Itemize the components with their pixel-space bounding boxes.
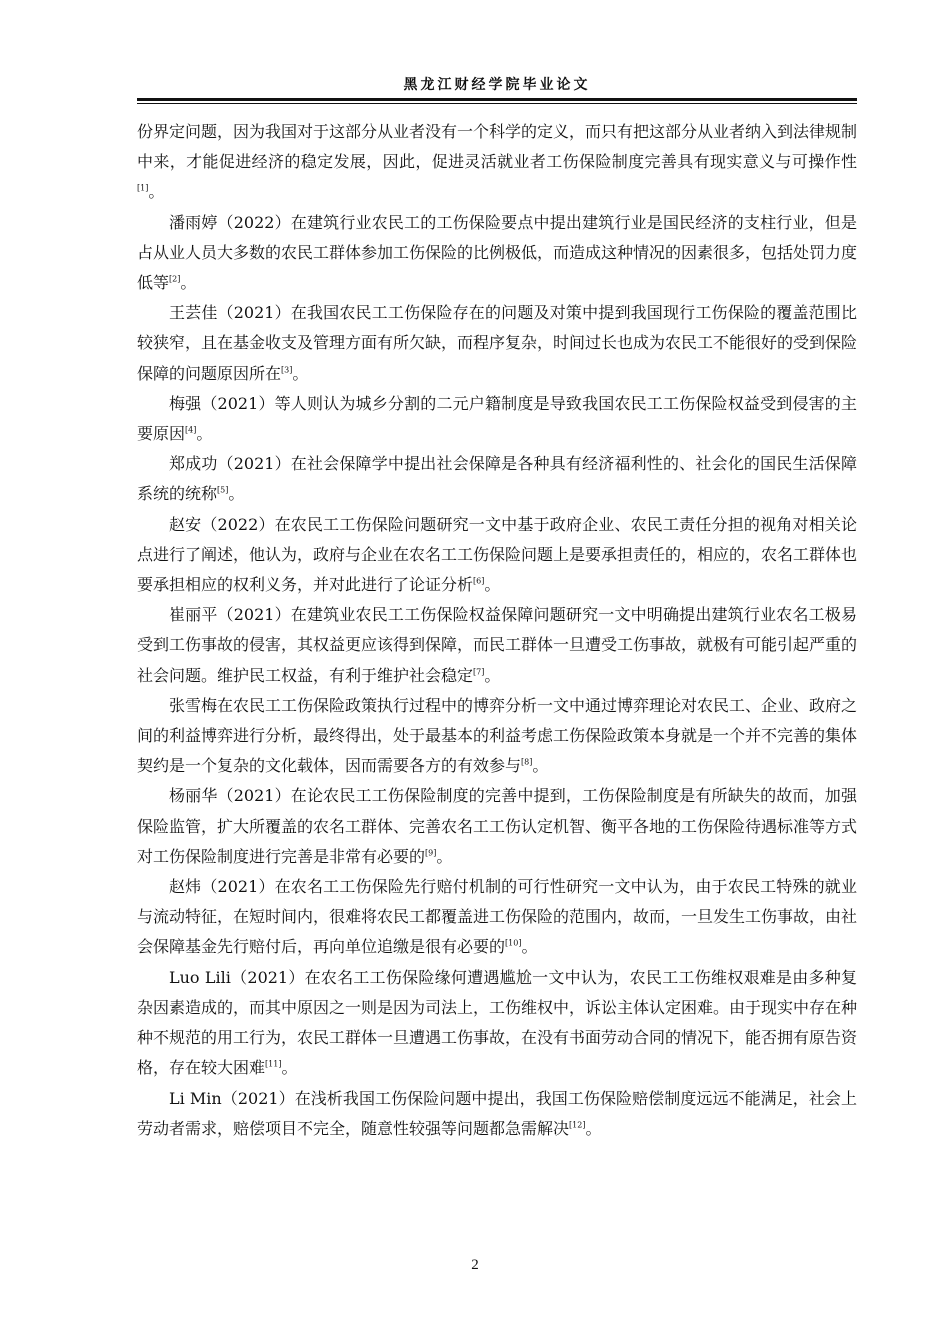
paragraph-7: 崔丽平（2021）在建筑业农民工工伤保险权益保障问题研究一文中明确提出建筑行业农名工极易受到工伤事故的侵害，其权益更应该得到保障，而民工群体一旦遭受工伤事故，就极有可能引起严重的社会问题。维护民工权益，有利于维护社会稳定[7]。 <box>137 605 858 685</box>
paragraph-8: 张雪梅在农民工工伤保险政策执行过程中的博弈分析一文中通过博弈理论对农民工、企业、政府之间的利益博弈进行分析，最终得出，处于最基本的利益考虑工伤保险政策本身就是一个并不完善的集体契约是一个复杂的文化载体，因而需要各方的有效参与[8]。 <box>137 695 858 776</box>
header-rule-thin <box>137 103 857 104</box>
citation-ref: [8] <box>521 757 533 767</box>
paragraph-3: 王芸佳（2021）在我国农民工工伤保险存在的问题及对策中提到我国现行工伤保险的覆盖范围比较狭窄，且在基金收支及管理方面有所欠缺，而程序复杂，时间过长也成为农民工不能很好的受到保险保障的问题原因所在[3]。 <box>137 303 858 383</box>
page-number: 2 <box>471 1257 479 1273</box>
citation-ref: [6] <box>473 576 485 586</box>
citation-ref: [4] <box>185 425 197 435</box>
paragraph-6: 赵安（2022）在农民工工伤保险问题研究一文中基于政府企业、农民工责任分担的视角对相关论点进行了阐述，他认为，政府与企业在农名工工伤保险问题上是要承担责任的，相应的，农名工群体也要承担相应的权利义务，并对此进行了论证分析[6]。 <box>137 514 858 595</box>
citation-ref: [7] <box>473 667 485 677</box>
header-rule-thick <box>137 98 857 101</box>
citation-ref: [12] <box>569 1120 586 1130</box>
paragraph-4: 梅强（2021）等人则认为城乡分割的二元户籍制度是导致我国农民工工伤保险权益受到侵害的主要原因[4]。 <box>137 393 857 444</box>
body-text <box>137 117 857 1144</box>
paragraph-12: Li Min（2021）在浅析我国工伤保险问题中提出，我国工伤保险赔偿制度远远不能满足，社会上劳动者需求，赔偿项目不完全，随意性较强等问题都急需解决[12]。 <box>137 1088 857 1138</box>
paragraph-1: 份界定问题，因为我国对于这部分从业者没有一个科学的定义，而只有把这部分从业者纳入到法律规制中来，才能促进经济的稳定发展，因此，促进灵活就业者工伤保险制度完善具有现实意义与可操作性[1]。 <box>137 122 858 202</box>
paragraph-10: 赵炜（2021）在农名工工伤保险先行赔付机制的可行性研究一文中认为，由于农民工特殊的就业与流动特征，在短时间内，很难将农民工都覆盖进工伤保险的范围内，故而，一旦发生工伤事故，由社会保障基金先行赔付后，再向单位追缴是很有必要的[10]。 <box>137 877 858 957</box>
paragraph-2: 潘雨婷（2022）在建筑行业农民工的工伤保险要点中提出建筑行业是国民经济的支柱行业，但是占从业人员大多数的农民工群体参加工伤保险的比例极低，而造成这种情况的因素很多，包括处罚力度低等[2]。 <box>137 212 858 293</box>
paragraph-9: 杨丽华（2021）在论农民工工伤保险制度的完善中提到，工伤保险制度是有所缺失的故而，加强保险监管，扩大所覆盖的农名工群体、完善农名工工伤认定机智、衡平各地的工伤保险待遇标准等方式对工伤保险制度进行完善是非常有必要的[9]。 <box>137 786 858 866</box>
citation-ref: [1] <box>137 184 149 194</box>
paragraph-5: 郑成功（2021）在社会保障学中提出社会保障是各种具有经济福利性的、社会化的国民生活保障系统的统称[5]。 <box>137 454 857 504</box>
citation-ref: [5] <box>217 486 229 496</box>
running-header: 黑龙江财经学院毕业论文 <box>403 77 591 93</box>
paragraph-11: Luo Lili（2021）在农名工工伤保险缘何遭遇尴尬一文中认为，农民工工伤维权艰难是由多种复杂因素造成的，而其中原因之一则是因为司法上，工伤维权中，诉讼主体认定困难。由于现实中存在种种不规范的用工行为，农民工群体一旦遭遇工伤事故，在没有书面劳动合同的情况下，能否拥有原告资格，存在较大困难[11]。 <box>137 967 858 1078</box>
citation-ref: [9] <box>425 848 437 858</box>
citation-ref: [11] <box>265 1059 282 1069</box>
citation-ref: [2] <box>169 274 181 284</box>
citation-ref: [3] <box>281 365 293 375</box>
citation-ref: [10] <box>505 939 522 949</box>
